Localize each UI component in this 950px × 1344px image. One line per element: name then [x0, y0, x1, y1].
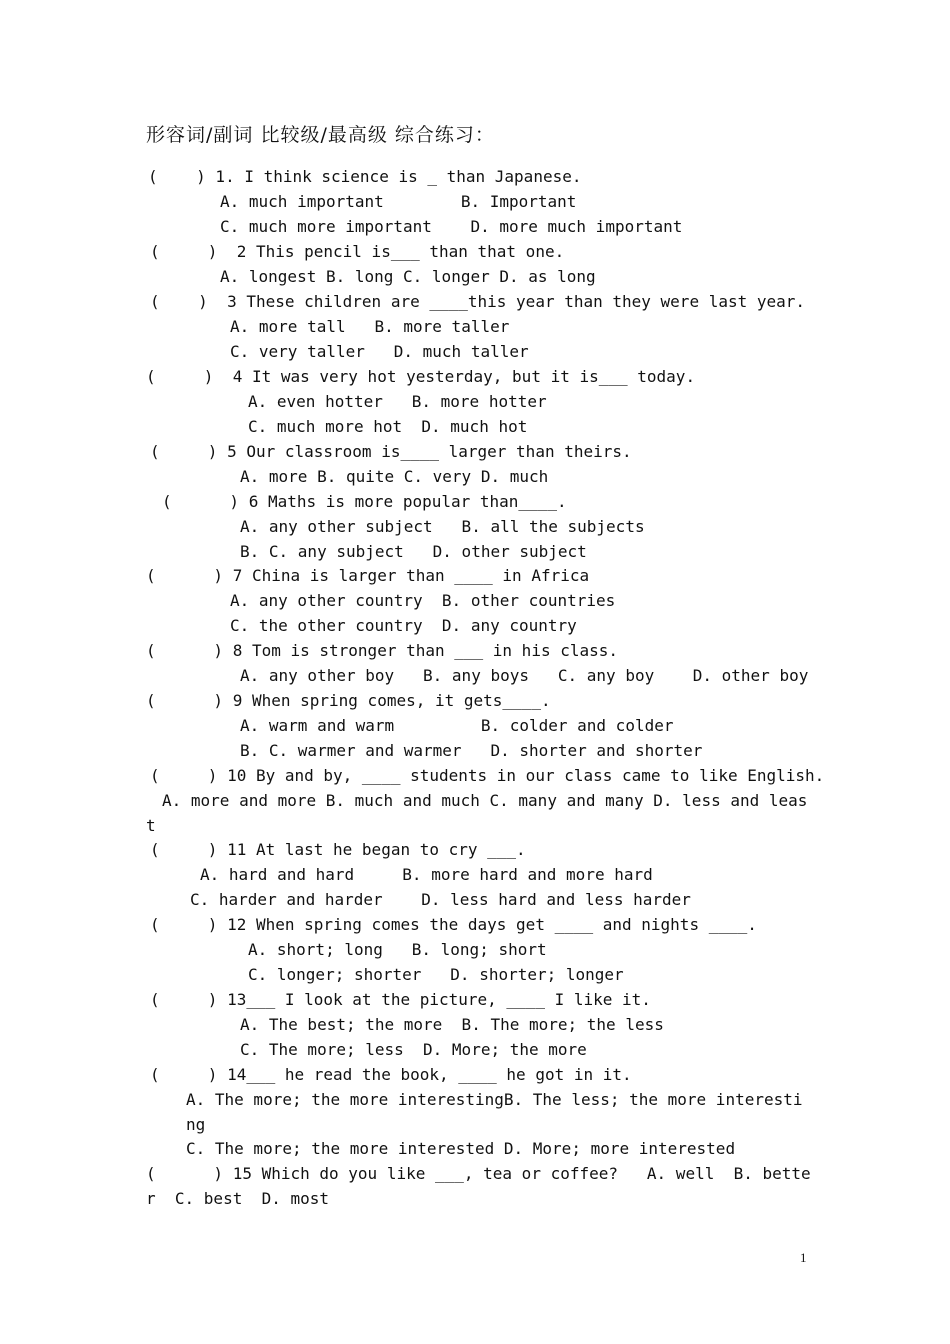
- question-4: ( ) 4 It was very hot yesterday, but it is___ today.: [146, 367, 696, 386]
- question-7: ( ) 7 China is larger than ____ in Africa: [146, 566, 590, 585]
- question-9: ( ) 9 When spring comes, it gets____.: [146, 691, 551, 710]
- question-12: ( ) 12 When spring comes the days get ____ and nights ____.: [150, 915, 757, 934]
- question-1-options-c-d: C. much more important D. more much important: [220, 217, 683, 236]
- question-8: ( ) 8 Tom is stronger than ___ in his class.: [146, 641, 619, 660]
- question-15-options-wrap: r C. best D. most: [146, 1189, 330, 1208]
- question-10-options: A. more and more B. much and much C. many and many D. less and leas: [162, 791, 808, 810]
- question-6: ( ) 6 Maths is more popular than____.: [162, 492, 567, 511]
- page-number: 1: [800, 1250, 807, 1265]
- question-10: ( ) 10 By and by, ____ students in our class came to like English.: [150, 766, 825, 785]
- question-4-options-c-d: C. much more hot D. much hot: [248, 417, 528, 436]
- question-14-options-c-d: C. The more; the more interested D. More; more interested: [186, 1139, 736, 1158]
- question-12-options-a-b: A. short; long B. long; short: [248, 940, 547, 959]
- question-11: ( ) 11 At last he began to cry ___.: [150, 840, 526, 859]
- question-13-options-a-b: A. The best; the more B. The more; the less: [240, 1015, 664, 1034]
- question-11-options-a-b: A. hard and hard B. more hard and more hard: [200, 865, 653, 884]
- question-13-options-c-d: C. The more; less D. More; the more: [240, 1040, 587, 1059]
- question-4-options-a-b: A. even hotter B. more hotter: [248, 392, 547, 411]
- question-3-options-c-d: C. very taller D. much taller: [230, 342, 529, 361]
- question-1: ( ) 1. I think science is _ than Japanese.: [148, 167, 582, 186]
- question-14: ( ) 14___ he read the book, ____ he got in it.: [150, 1065, 632, 1084]
- question-7-options-a-b: A. any other country B. other countries: [230, 591, 616, 610]
- question-2: ( ) 2 This pencil is___ than that one.: [150, 242, 565, 261]
- page-title: 形容词/副词 比较级/最高级 综合练习：: [146, 124, 495, 146]
- question-5-options: A. more B. quite C. very D. much: [240, 467, 549, 486]
- question-8-options: A. any other boy B. any boys C. any boy D. other boy: [240, 666, 809, 685]
- question-14-options-wrap: ng: [186, 1115, 206, 1134]
- question-11-options-c-d: C. harder and harder D. less hard and less harder: [190, 890, 691, 909]
- question-12-options-c-d: C. longer; shorter D. shorter; longer: [248, 965, 624, 984]
- question-7-options-c-d: C. the other country D. any country: [230, 616, 577, 635]
- question-3-options-a-b: A. more tall B. more taller: [230, 317, 510, 336]
- question-9-options-c-d: B. C. warmer and warmer D. shorter and shorter: [240, 741, 703, 760]
- question-2-options: A. longest B. long C. longer D. as long: [220, 267, 596, 286]
- question-1-options-a-b: A. much important B. Important: [220, 192, 577, 211]
- question-6-options-a-b: A. any other subject B. all the subjects: [240, 517, 645, 536]
- question-15: ( ) 15 Which do you like ___, tea or coffee? A. well B. bette: [146, 1164, 811, 1183]
- question-3: ( ) 3 These children are ____this year than they were last year.: [150, 292, 806, 311]
- question-9-options-a-b: A. warm and warm B. colder and colder: [240, 716, 674, 735]
- question-6-options-c-d: B. C. any subject D. other subject: [240, 542, 587, 561]
- question-5: ( ) 5 Our classroom is____ larger than theirs.: [150, 442, 632, 461]
- question-13: ( ) 13___ I look at the picture, ____ I like it.: [150, 990, 651, 1009]
- question-14-options-a-b: A. The more; the more interestingB. The less; the more interesti: [186, 1090, 803, 1109]
- question-10-options-wrap: t: [146, 816, 156, 835]
